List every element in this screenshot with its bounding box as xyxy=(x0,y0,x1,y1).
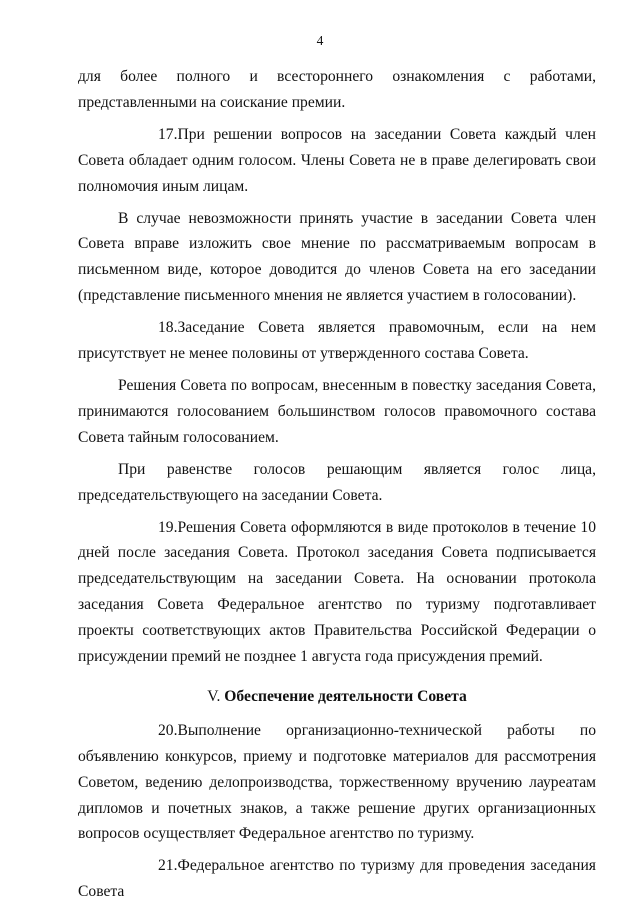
paragraph-text: Федеральное агентство по туризму для проведения заседания Совета xyxy=(78,857,596,901)
paragraph-number: 19. xyxy=(158,518,178,536)
paragraph-text: Заседание Совета является правомочным, если на нем присутствует не менее половины от утвержденного состава Совета. xyxy=(78,319,596,363)
section-title: Обеспечение деятельности Совета xyxy=(224,687,467,705)
paragraph-20 xyxy=(78,718,596,848)
section-roman-numeral: V. xyxy=(207,687,221,705)
paragraph-text: Выполнение организационно-технической работы по объявлению конкурсов, приему и подготовке материалов для рассмотрения Советом, ведению делопроизводства, торжественному вручению лауреатам дипломов и почетных знаков, а также решение других организационных вопросов осуществляет Федеральное агентство по туризму. xyxy=(78,721,596,843)
paragraph-21 xyxy=(78,853,596,905)
paragraph-text: Решения Совета оформляются в виде протоколов в течение 10 дней после заседания Совета. Протокол заседания Совета подписывается председательствующим на заседании Совета. На основании протокола заседания Совета Федеральное агентство по туризму подготавливает проекты соответствующих актов Правительства Российской Федерации о присуждении премий не позднее 1 августа года присуждения премий. xyxy=(78,518,596,666)
paragraph-17-continued xyxy=(78,206,596,310)
paragraph-19 xyxy=(78,515,596,670)
paragraph-continuation xyxy=(78,64,596,116)
paragraph-text: для более полного и всестороннего ознакомления с работами, представленными на соискание премии. xyxy=(78,68,596,111)
paragraph-text: При равенстве голосов решающим является голос лица, председательствующего на заседании Совета. xyxy=(78,460,596,504)
paragraph-text: В случае невозможности принять участие в заседании Совета член Совета вправе изложить свое мнение по рассматриваемым вопросам в письменном виде, которое доводится до членов Совета на его заседании (представление письменного мнения не является участием в голосовании). xyxy=(78,209,596,305)
paragraph-text: При решении вопросов на заседании Совета каждый член Совета обладает одним голосом. Члены Совета не в праве делегировать свои полномочия иным лицам. xyxy=(78,125,596,195)
paragraph-number: 20. xyxy=(158,721,178,739)
paragraph-number: 21. xyxy=(158,857,178,875)
section-heading xyxy=(78,684,596,710)
paragraph-18 xyxy=(78,315,596,367)
paragraph-17 xyxy=(78,122,596,200)
paragraph-18-tie xyxy=(78,457,596,509)
document-body xyxy=(78,64,596,911)
paragraph-number: 17. xyxy=(158,125,178,143)
paragraph-18-decisions xyxy=(78,373,596,451)
paragraph-text: Решения Совета по вопросам, внесенным в повестку заседания Совета, принимаются голосованием большинством голосов правомочного состава Совета тайным голосованием. xyxy=(78,376,596,446)
paragraph-number: 18. xyxy=(158,319,178,337)
page-number: 4 xyxy=(316,33,324,48)
